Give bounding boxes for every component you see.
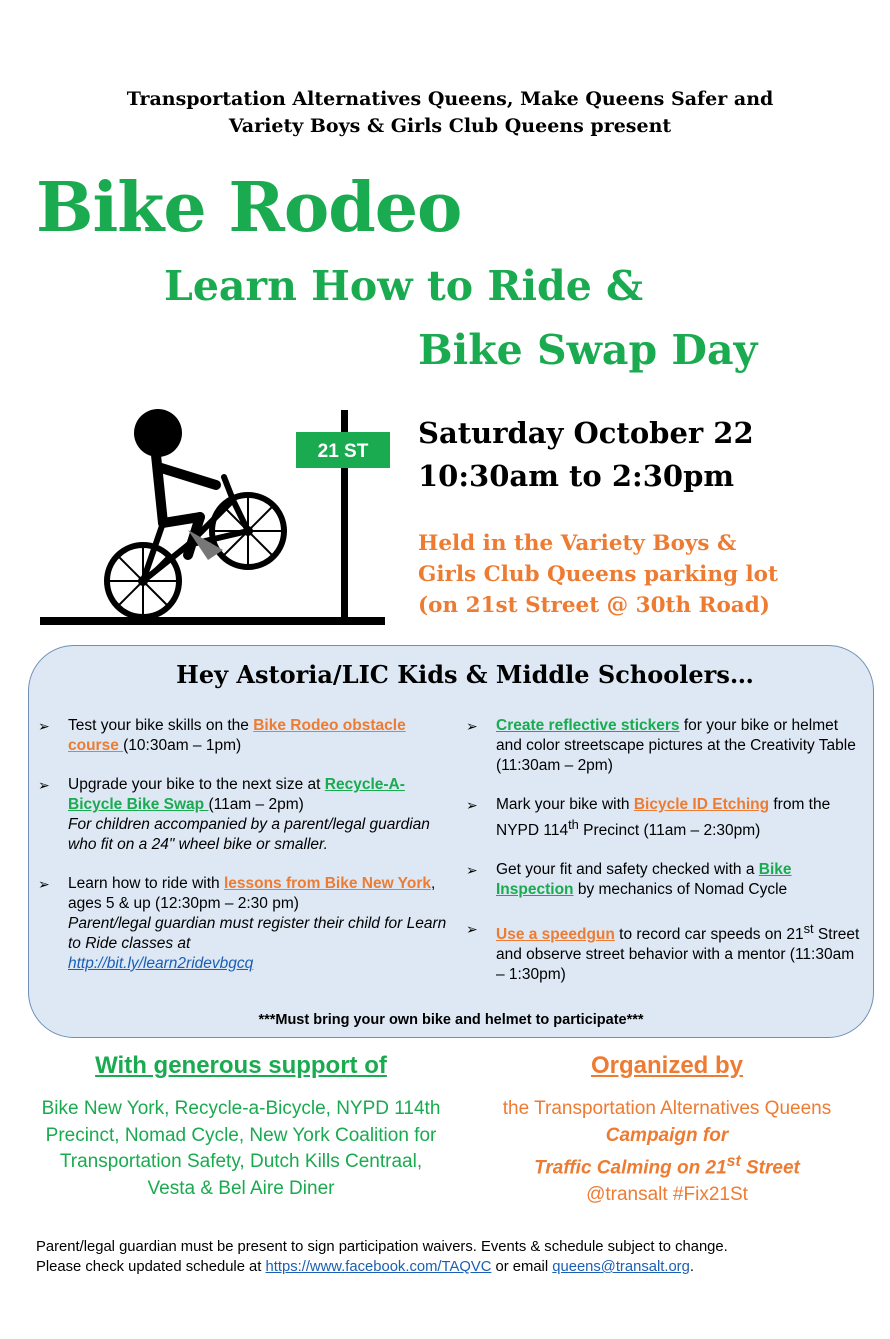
campaign-line-2 <box>462 1149 872 1182</box>
organized-by-heading: Organized by <box>590 1052 744 1079</box>
item-note <box>68 914 450 974</box>
list-item <box>38 874 450 974</box>
arrow-bullet-icon: ➢ <box>38 777 50 793</box>
item-text: Upgrade your bike to the next size at <box>68 776 325 793</box>
item-note: For children accompanied by a parent/legal guardian who fit on a 24" wheel bike or smaller. <box>68 816 430 853</box>
footer <box>36 1237 876 1277</box>
bicycle-id-etching-link[interactable]: Bicycle ID Etching <box>633 796 770 813</box>
item-time: (10:30am – 1pm) <box>123 737 242 754</box>
location-line-3: (on 21st Street @ 30th Road) <box>418 593 770 618</box>
event-location <box>418 528 778 621</box>
item-text: for your bike or helmet and color streetscape pictures at the Creativity Table (11:30am – 2pm) <box>496 717 856 774</box>
organizer-line-1: the Transportation Alternatives Queens <box>502 1098 832 1119</box>
bike-inspection-link[interactable]: Bike Inspection <box>496 861 792 899</box>
arrow-bullet-icon: ➢ <box>38 718 50 734</box>
subtitle-line-1: Learn How to Ride & <box>164 262 644 310</box>
arrow-bullet-icon: ➢ <box>38 876 50 892</box>
item-time: (11am – 2pm) <box>208 796 304 813</box>
location-line-1: Held in the Variety Boys & <box>418 531 737 556</box>
bike-swap-link[interactable]: Recycle-A-Bicycle Bike Swap <box>68 776 405 813</box>
street-sign-label: 21 ST <box>317 441 369 462</box>
item-time: Street and observe street behavior with a mentor (11:30am – 1:30pm) <box>496 926 860 984</box>
campaign-line-1: Campaign for <box>605 1124 729 1146</box>
item-text: Learn how to ride with <box>68 875 224 892</box>
footer-text: Please check updated schedule at <box>36 1259 266 1275</box>
item-text: Test your bike skills on the <box>68 717 254 734</box>
location-line-2: Girls Club Queens parking lot <box>418 562 778 587</box>
activities-right-column <box>466 716 866 1004</box>
presenters-line-2: Variety Boys & Girls Club Queens present <box>228 115 672 137</box>
item-text: by mechanics of Nomad Cycle <box>573 881 788 899</box>
item-text: from the NYPD 114 <box>496 796 831 840</box>
list-item <box>466 860 866 900</box>
event-title: Bike Rodeo <box>36 168 462 248</box>
list-item <box>38 716 450 756</box>
item-time: , ages 5 & up (12:30pm – 2:30 pm) <box>68 875 436 912</box>
list-item <box>38 775 450 855</box>
registration-note: Parent/legal guardian must register their child for Learn to Ride classes at <box>68 915 447 952</box>
reflective-stickers-link[interactable]: Create reflective stickers <box>496 717 680 734</box>
email-link[interactable]: queens@transalt.org <box>552 1259 690 1275</box>
ordinal-suffix: th <box>568 817 579 832</box>
item-text: Mark your bike with <box>496 796 634 813</box>
list-item <box>466 795 866 841</box>
arrow-bullet-icon: ➢ <box>466 862 478 879</box>
footer-line-1: Parent/legal guardian must be present to sign participation waivers. Events & schedule subject to change. <box>36 1239 728 1255</box>
presenters-heading <box>40 86 860 140</box>
arrow-bullet-icon: ➢ <box>466 797 478 813</box>
ordinal-suffix: st <box>726 1153 741 1170</box>
bike-new-york-lessons-link[interactable]: lessons from Bike New York <box>223 875 431 892</box>
social-handles: @transalt #Fix21St <box>586 1183 748 1205</box>
presenters-line-1: Transportation Alternatives Queens, Make Queens Safer and <box>126 88 774 110</box>
footer-text: . <box>689 1259 694 1275</box>
list-item <box>466 919 866 985</box>
bike-rider-illustration <box>38 405 398 635</box>
footer-line-2 <box>36 1257 876 1277</box>
must-bring-notice: ***Must bring your own bike and helmet to participate*** <box>258 1012 644 1028</box>
organizer-info <box>462 1096 872 1208</box>
item-text: to record car speeds on 21 <box>614 926 804 944</box>
item-text: Get your fit and safety checked with a <box>496 861 759 879</box>
activities-left-column <box>38 716 450 993</box>
bike-rodeo-link[interactable]: Bike Rodeo obstacle course <box>68 717 406 754</box>
event-datetime <box>418 412 754 498</box>
arrow-bullet-icon: ➢ <box>466 921 478 938</box>
supporters-list: Bike New York, Recycle-a-Bicycle, NYPD 114th Precinct, Nomad Cycle, New York Coalition for Transportation Safety, Dutch Kills Centraal, Vesta & Bel Aire Diner <box>41 1098 441 1199</box>
footer-text: or email <box>491 1259 553 1275</box>
event-date: Saturday October 22 <box>418 416 754 450</box>
campaign-text: Traffic Calming on 21 <box>534 1157 727 1179</box>
campaign-text-end: Street <box>740 1157 800 1179</box>
facebook-link[interactable]: https://www.facebook.com/TAQVC <box>265 1259 492 1275</box>
activities-heading: Hey Astoria/LIC Kids & Middle Schoolers… <box>176 660 754 689</box>
event-time: 10:30am to 2:30pm <box>418 459 735 493</box>
arrow-bullet-icon: ➢ <box>466 718 478 734</box>
list-item <box>466 716 866 776</box>
support-heading: With generous support of <box>95 1052 387 1079</box>
speedgun-link[interactable]: Use a speedgun <box>496 926 615 944</box>
item-time: Precinct (11am – 2:30pm) <box>578 822 761 840</box>
ordinal-suffix: st <box>803 921 814 937</box>
registration-url-link[interactable]: http://bit.ly/learn2ridevbgcq <box>68 955 254 972</box>
subtitle-line-2: Bike Swap Day <box>418 326 758 374</box>
